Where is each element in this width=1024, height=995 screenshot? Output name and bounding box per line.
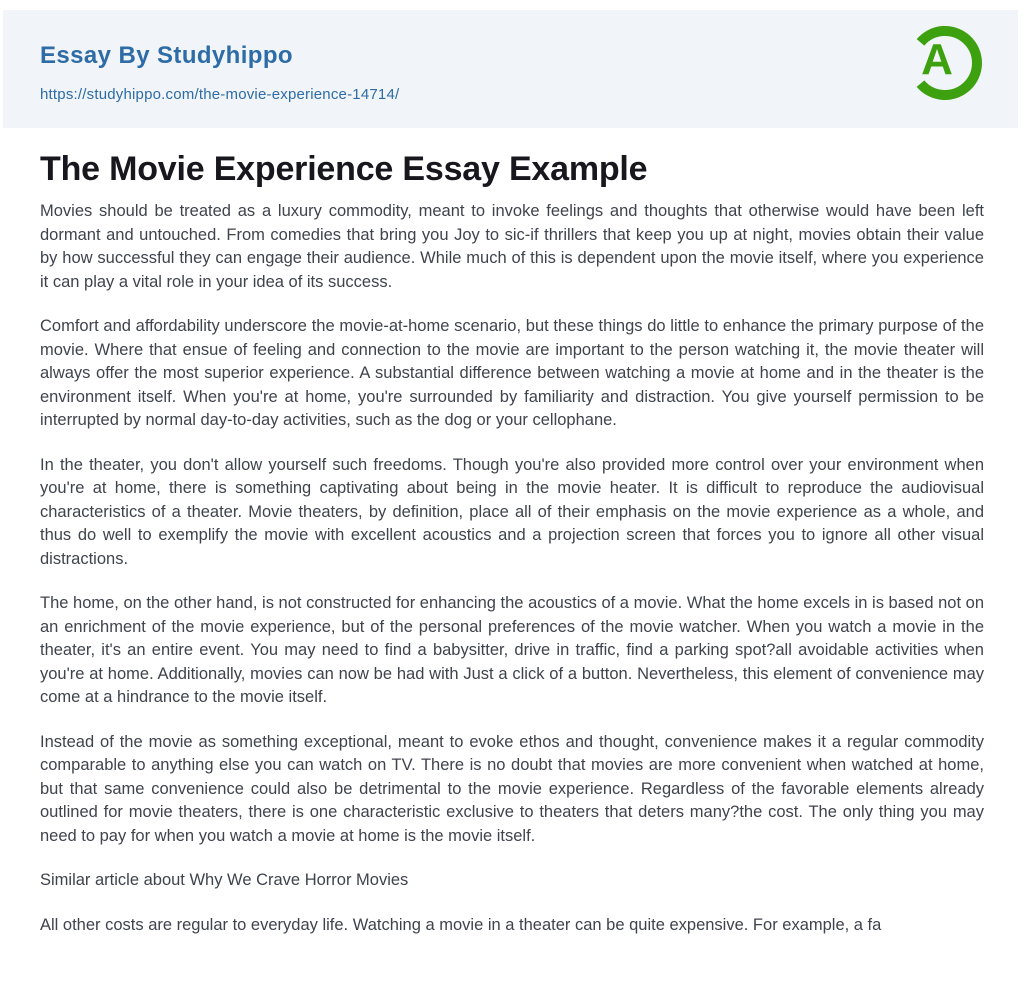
- studyhippo-logo-icon: [903, 21, 987, 105]
- logo-arc-icon: [903, 21, 987, 105]
- essay-body: [40, 200, 984, 937]
- essay-paragraph: Comfort and affordability underscore the movie-at-home scenario, but these things do little to enhance the primary purpose of the movie. Where that ensue of feeling and connection to the movie are important to the person watching it, the movie theater will always offer the most superior experience. A substantial difference between watching a movie at home and in the theater is the environment itself. When you're at home, you're surrounded by familiarity and distraction. You give yourself permission to be interrupted by normal day-to-day activities, such as the dog or your cellophane.: [40, 317, 984, 429]
- source-url-link[interactable]: https://studyhippo.com/the-movie-experience-14714/: [40, 86, 400, 103]
- essay-paragraph: Instead of the movie as something exceptional, meant to evoke ethos and thought, convenience makes it a regular commodity comparable to anything else you can watch on TV. There is no doubt that movies are more convenient when watched at home, but that same convenience could also be detrimental to the movie experience. Regardless of the favorable elements already outlined for movie theaters, there is one characteristic exclusive to theaters that deters many?the cost. The only thing you may need to pay for when you watch a movie at home is the movie itself.: [40, 732, 984, 845]
- site-title: Essay By Studyhippo: [40, 42, 293, 69]
- essay-paragraph: In the theater, you don't allow yourself such freedoms. Though you're also provided more control over your environment when you're at home, there is something captivating about being in the movie heater. It is difficult to reproduce the audiovisual characteristics of a theater. Movie theaters, by definition, place all of their emphasis on the movie experience as a whole, and thus do well to exemplify the movie with excellent acoustics and a projection screen that forces you to ignore all other visual distractions.: [40, 455, 984, 568]
- essay-paragraph: Movies should be treated as a luxury commodity, meant to invoke feelings and thoughts that otherwise would have been left dormant and untouched. From comedies that bring you Joy to sic-if thrillers that keep you up at night, movies obtain their value by how successful they can engage their audience. While much of this is dependent upon the movie itself, where you experience it can play a vital role in your idea of its success.: [40, 202, 984, 291]
- similar-article-link[interactable]: Similar article about Why We Crave Horror Movies: [40, 871, 409, 889]
- logo-letter: A: [921, 35, 953, 84]
- essay-title: The Movie Experience Essay Example: [40, 150, 648, 188]
- essay-paragraph: The home, on the other hand, is not constructed for enhancing the acoustics of a movie. What the home excels in is based not on an enrichment of the movie experience, but of the personal preferences of the movie watcher. When you watch a movie in the theater, it's an entire event. You may need to find a babysitter, drive in traffic, find a parking spot?all avoidable activities when you're at home. Additionally, movies can now be had with Just a click of a button. Nevertheless, this element of convenience may come at a hindrance to the movie itself.: [40, 594, 984, 706]
- essay-content: [0, 128, 1024, 937]
- page-header: [3, 10, 1018, 128]
- essay-paragraph-truncated: All other costs are regular to everyday life. Watching a movie in a theater can be quite expensive. For example, a fa: [40, 915, 882, 934]
